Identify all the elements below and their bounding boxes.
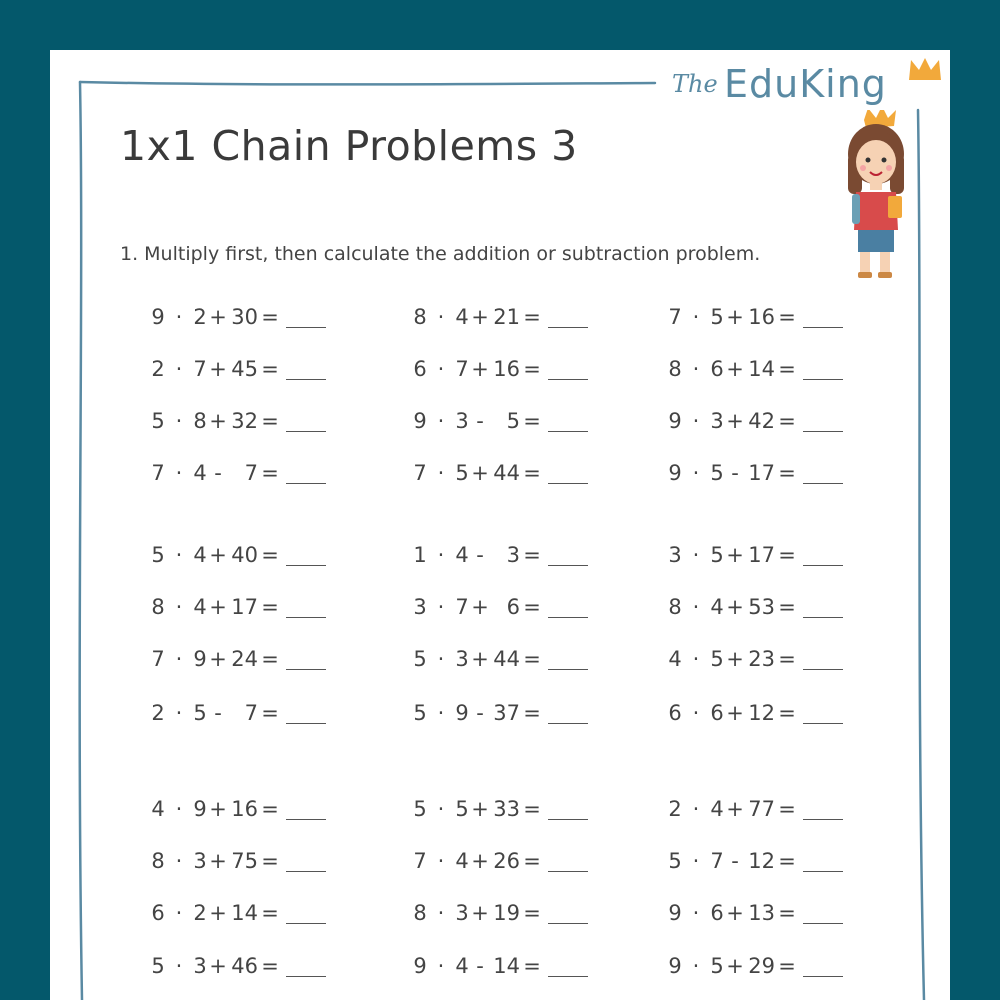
addend: 44 (493, 647, 520, 671)
equals-sign: = (261, 647, 279, 671)
factor-a: 7 (413, 461, 427, 485)
answer-blank[interactable] (548, 703, 588, 724)
factor-a: 8 (668, 357, 682, 381)
factor-a: 5 (413, 701, 427, 725)
equals-sign: = (523, 305, 541, 329)
operator-sign: - (476, 954, 484, 978)
answer-blank[interactable] (548, 359, 588, 380)
operator-sign: + (471, 305, 489, 329)
factor-b: 7 (455, 595, 469, 619)
logo-the-text: The (672, 70, 718, 98)
problem-item (150, 794, 326, 824)
operator-sign: + (726, 409, 744, 433)
factor-a: 5 (413, 797, 427, 821)
factor-b: 5 (455, 797, 469, 821)
multiply-sign: · (437, 543, 445, 567)
answer-blank[interactable] (548, 545, 588, 566)
factor-b: 9 (455, 701, 469, 725)
factor-a: 5 (151, 543, 165, 567)
multiply-sign: · (437, 305, 445, 329)
factor-b: 4 (710, 797, 724, 821)
equals-sign: = (523, 849, 541, 873)
addend: 19 (493, 901, 520, 925)
multiply-sign: · (437, 409, 445, 433)
operator-sign: + (209, 797, 227, 821)
operator-sign: - (476, 543, 484, 567)
answer-blank[interactable] (548, 903, 588, 924)
instruction-text: 1. Multiply first, then calculate the addition or subtraction problem. (120, 243, 761, 265)
addend: 7 (244, 461, 258, 485)
multiply-sign: · (175, 543, 183, 567)
problem-item (412, 794, 588, 824)
page-title: 1x1 Chain Problems 3 (120, 122, 578, 170)
problem-item (667, 354, 843, 384)
addend: 26 (493, 849, 520, 873)
addend: 14 (493, 954, 520, 978)
multiply-sign: · (175, 357, 183, 381)
answer-blank[interactable] (286, 903, 326, 924)
factor-b: 7 (455, 357, 469, 381)
factor-b: 3 (455, 409, 469, 433)
equals-sign: = (261, 797, 279, 821)
equals-sign: = (523, 954, 541, 978)
equals-sign: = (523, 409, 541, 433)
problem-item (667, 302, 843, 332)
operator-sign: + (726, 543, 744, 567)
multiply-sign: · (437, 849, 445, 873)
problem-item (667, 406, 843, 436)
addend: 17 (231, 595, 258, 619)
equals-sign: = (778, 701, 796, 725)
factor-b: 4 (455, 849, 469, 873)
answer-blank[interactable] (803, 307, 843, 328)
operator-sign: + (471, 849, 489, 873)
operator-sign: - (731, 461, 739, 485)
multiply-sign: · (175, 409, 183, 433)
equals-sign: = (261, 461, 279, 485)
answer-blank[interactable] (548, 597, 588, 618)
equals-sign: = (261, 901, 279, 925)
multiply-sign: · (692, 461, 700, 485)
factor-a: 6 (668, 701, 682, 725)
problem-item (150, 644, 326, 674)
answer-blank[interactable] (286, 545, 326, 566)
factor-b: 4 (455, 305, 469, 329)
problem-item (150, 302, 326, 332)
addend: 14 (748, 357, 775, 381)
equals-sign: = (523, 595, 541, 619)
operator-sign: + (209, 901, 227, 925)
problem-item (667, 458, 843, 488)
equals-sign: = (261, 701, 279, 725)
factor-a: 5 (151, 954, 165, 978)
equals-sign: = (778, 305, 796, 329)
answer-blank[interactable] (548, 307, 588, 328)
multiply-sign: · (175, 305, 183, 329)
answer-blank[interactable] (803, 597, 843, 618)
factor-a: 7 (413, 849, 427, 873)
answer-blank[interactable] (803, 411, 843, 432)
equals-sign: = (523, 701, 541, 725)
factor-b: 6 (710, 357, 724, 381)
factor-b: 4 (710, 595, 724, 619)
equals-sign: = (261, 409, 279, 433)
operator-sign: + (471, 901, 489, 925)
factor-a: 6 (151, 901, 165, 925)
answer-blank[interactable] (286, 649, 326, 670)
multiply-sign: · (692, 701, 700, 725)
addend: 21 (493, 305, 520, 329)
multiply-sign: · (175, 797, 183, 821)
worksheet (50, 50, 950, 1000)
equals-sign: = (778, 595, 796, 619)
factor-a: 4 (668, 647, 682, 671)
problem-item (667, 794, 843, 824)
operator-sign: + (726, 701, 744, 725)
equals-sign: = (778, 901, 796, 925)
equals-sign: = (261, 595, 279, 619)
problem-item (412, 354, 588, 384)
operator-sign: + (726, 901, 744, 925)
factor-b: 4 (455, 954, 469, 978)
factor-a: 2 (151, 357, 165, 381)
addend: 17 (748, 543, 775, 567)
factor-a: 9 (413, 409, 427, 433)
factor-a: 5 (151, 409, 165, 433)
factor-b: 9 (193, 647, 207, 671)
factor-b: 6 (710, 701, 724, 725)
multiply-sign: · (437, 461, 445, 485)
answer-blank[interactable] (548, 463, 588, 484)
answer-blank[interactable] (803, 649, 843, 670)
problem-item (150, 846, 326, 876)
problem-item (667, 592, 843, 622)
factor-b: 3 (193, 849, 207, 873)
problem-item (412, 302, 588, 332)
operator-sign: + (471, 357, 489, 381)
factor-a: 4 (151, 797, 165, 821)
factor-b: 2 (193, 901, 207, 925)
problem-item (667, 644, 843, 674)
answer-blank[interactable] (286, 307, 326, 328)
operator-sign: + (209, 305, 227, 329)
equals-sign: = (778, 647, 796, 671)
factor-b: 5 (193, 701, 207, 725)
answer-blank[interactable] (803, 703, 843, 724)
addend: 42 (748, 409, 775, 433)
multiply-sign: · (175, 701, 183, 725)
equals-sign: = (778, 409, 796, 433)
factor-a: 9 (668, 954, 682, 978)
addend: 3 (506, 543, 520, 567)
multiply-sign: · (175, 647, 183, 671)
multiply-sign: · (437, 797, 445, 821)
problem-item (412, 644, 588, 674)
problem-item (412, 898, 588, 928)
operator-sign: - (476, 701, 484, 725)
factor-a: 8 (151, 849, 165, 873)
operator-sign: + (209, 647, 227, 671)
problem-item (150, 406, 326, 436)
operator-sign: + (726, 647, 744, 671)
equals-sign: = (778, 954, 796, 978)
answer-blank[interactable] (548, 851, 588, 872)
problem-item (150, 898, 326, 928)
operator-sign: + (209, 849, 227, 873)
multiply-sign: · (175, 954, 183, 978)
factor-b: 3 (455, 901, 469, 925)
factor-a: 9 (668, 901, 682, 925)
answer-blank[interactable] (548, 799, 588, 820)
addend: 33 (493, 797, 520, 821)
addend: 14 (231, 901, 258, 925)
factor-a: 2 (151, 701, 165, 725)
answer-blank[interactable] (803, 851, 843, 872)
addend: 37 (493, 701, 520, 725)
problem-item (150, 458, 326, 488)
equals-sign: = (523, 543, 541, 567)
answer-blank[interactable] (803, 799, 843, 820)
answer-blank[interactable] (803, 359, 843, 380)
factor-b: 3 (710, 409, 724, 433)
multiply-sign: · (437, 647, 445, 671)
answer-blank[interactable] (286, 703, 326, 724)
factor-a: 7 (151, 647, 165, 671)
factor-b: 8 (193, 409, 207, 433)
addend: 77 (748, 797, 775, 821)
operator-sign: + (726, 595, 744, 619)
factor-a: 8 (151, 595, 165, 619)
multiply-sign: · (437, 954, 445, 978)
problem-item (667, 951, 843, 981)
multiply-sign: · (437, 901, 445, 925)
problem-item (412, 540, 588, 570)
factor-b: 2 (193, 305, 207, 329)
addend: 45 (231, 357, 258, 381)
equals-sign: = (261, 357, 279, 381)
problem-item (667, 846, 843, 876)
multiply-sign: · (175, 595, 183, 619)
factor-a: 5 (413, 647, 427, 671)
multiply-sign: · (692, 357, 700, 381)
factor-a: 3 (668, 543, 682, 567)
factor-b: 5 (710, 647, 724, 671)
equals-sign: = (523, 797, 541, 821)
multiply-sign: · (692, 543, 700, 567)
factor-b: 5 (710, 543, 724, 567)
operator-sign: - (214, 461, 222, 485)
factor-a: 8 (413, 901, 427, 925)
multiply-sign: · (692, 305, 700, 329)
answer-blank[interactable] (548, 956, 588, 977)
addend: 12 (748, 849, 775, 873)
answer-blank[interactable] (286, 463, 326, 484)
equals-sign: = (778, 461, 796, 485)
addend: 75 (231, 849, 258, 873)
addend: 32 (231, 409, 258, 433)
multiply-sign: · (692, 409, 700, 433)
problem-item (667, 698, 843, 728)
addend: 29 (748, 954, 775, 978)
addend: 16 (493, 357, 520, 381)
multiply-sign: · (175, 901, 183, 925)
operator-sign: + (726, 954, 744, 978)
problem-item (412, 458, 588, 488)
problem-item (150, 592, 326, 622)
operator-sign: + (209, 357, 227, 381)
factor-b: 6 (710, 901, 724, 925)
multiply-sign: · (437, 595, 445, 619)
factor-b: 5 (710, 461, 724, 485)
equals-sign: = (523, 461, 541, 485)
factor-b: 3 (193, 954, 207, 978)
multiply-sign: · (692, 595, 700, 619)
factor-a: 3 (413, 595, 427, 619)
factor-b: 4 (193, 543, 207, 567)
addend: 5 (506, 409, 520, 433)
answer-blank[interactable] (803, 463, 843, 484)
problem-item (150, 951, 326, 981)
operator-sign: - (214, 701, 222, 725)
factor-b: 5 (710, 954, 724, 978)
equals-sign: = (261, 305, 279, 329)
answer-blank[interactable] (286, 411, 326, 432)
answer-blank[interactable] (803, 956, 843, 977)
problem-item (150, 698, 326, 728)
factor-b: 5 (710, 305, 724, 329)
answer-blank[interactable] (803, 545, 843, 566)
problem-item (150, 540, 326, 570)
addend: 24 (231, 647, 258, 671)
equals-sign: = (523, 901, 541, 925)
answer-blank[interactable] (286, 851, 326, 872)
operator-sign: + (209, 595, 227, 619)
addend: 6 (506, 595, 520, 619)
logo-name-text: EduKing (724, 62, 887, 106)
multiply-sign: · (437, 701, 445, 725)
addend: 16 (231, 797, 258, 821)
addend: 30 (231, 305, 258, 329)
operator-sign: - (476, 409, 484, 433)
equals-sign: = (523, 647, 541, 671)
operator-sign: + (726, 305, 744, 329)
factor-b: 5 (455, 461, 469, 485)
operator-sign: + (726, 797, 744, 821)
operator-sign: + (209, 954, 227, 978)
addend: 12 (748, 701, 775, 725)
factor-a: 6 (413, 357, 427, 381)
multiply-sign: · (437, 357, 445, 381)
answer-blank[interactable] (548, 649, 588, 670)
addend: 17 (748, 461, 775, 485)
operator-sign: + (471, 647, 489, 671)
equals-sign: = (261, 543, 279, 567)
multiply-sign: · (692, 647, 700, 671)
problem-item (667, 540, 843, 570)
multiply-sign: · (692, 797, 700, 821)
factor-a: 9 (668, 461, 682, 485)
factor-a: 8 (668, 595, 682, 619)
operator-sign: + (471, 797, 489, 821)
answer-blank[interactable] (286, 799, 326, 820)
addend: 46 (231, 954, 258, 978)
factor-a: 9 (413, 954, 427, 978)
operator-sign: - (731, 849, 739, 873)
factor-b: 7 (710, 849, 724, 873)
factor-b: 9 (193, 797, 207, 821)
equals-sign: = (778, 849, 796, 873)
factor-a: 1 (413, 543, 427, 567)
factor-b: 3 (455, 647, 469, 671)
factor-a: 5 (668, 849, 682, 873)
factor-a: 2 (668, 797, 682, 821)
factor-b: 4 (455, 543, 469, 567)
answer-blank[interactable] (548, 411, 588, 432)
answer-blank[interactable] (286, 956, 326, 977)
equals-sign: = (523, 357, 541, 381)
problem-grid (50, 50, 950, 1000)
multiply-sign: · (692, 954, 700, 978)
addend: 44 (493, 461, 520, 485)
multiply-sign: · (175, 461, 183, 485)
operator-sign: + (471, 461, 489, 485)
factor-a: 7 (668, 305, 682, 329)
operator-sign: + (471, 595, 489, 619)
problem-item (412, 592, 588, 622)
equals-sign: = (261, 849, 279, 873)
problem-item (667, 898, 843, 928)
addend: 53 (748, 595, 775, 619)
addend: 16 (748, 305, 775, 329)
factor-a: 7 (151, 461, 165, 485)
operator-sign: + (209, 543, 227, 567)
factor-a: 8 (413, 305, 427, 329)
equals-sign: = (778, 357, 796, 381)
multiply-sign: · (692, 901, 700, 925)
factor-a: 9 (668, 409, 682, 433)
answer-blank[interactable] (286, 359, 326, 380)
addend: 7 (244, 701, 258, 725)
factor-b: 4 (193, 595, 207, 619)
answer-blank[interactable] (286, 597, 326, 618)
operator-sign: + (726, 357, 744, 381)
factor-a: 9 (151, 305, 165, 329)
problem-item (412, 698, 588, 728)
answer-blank[interactable] (803, 903, 843, 924)
addend: 13 (748, 901, 775, 925)
multiply-sign: · (175, 849, 183, 873)
addend: 40 (231, 543, 258, 567)
problem-item (412, 951, 588, 981)
multiply-sign: · (692, 849, 700, 873)
equals-sign: = (778, 797, 796, 821)
addend: 23 (748, 647, 775, 671)
factor-b: 4 (193, 461, 207, 485)
equals-sign: = (261, 954, 279, 978)
problem-item (150, 354, 326, 384)
problem-item (412, 406, 588, 436)
problem-item (412, 846, 588, 876)
factor-b: 7 (193, 357, 207, 381)
operator-sign: + (209, 409, 227, 433)
equals-sign: = (778, 543, 796, 567)
